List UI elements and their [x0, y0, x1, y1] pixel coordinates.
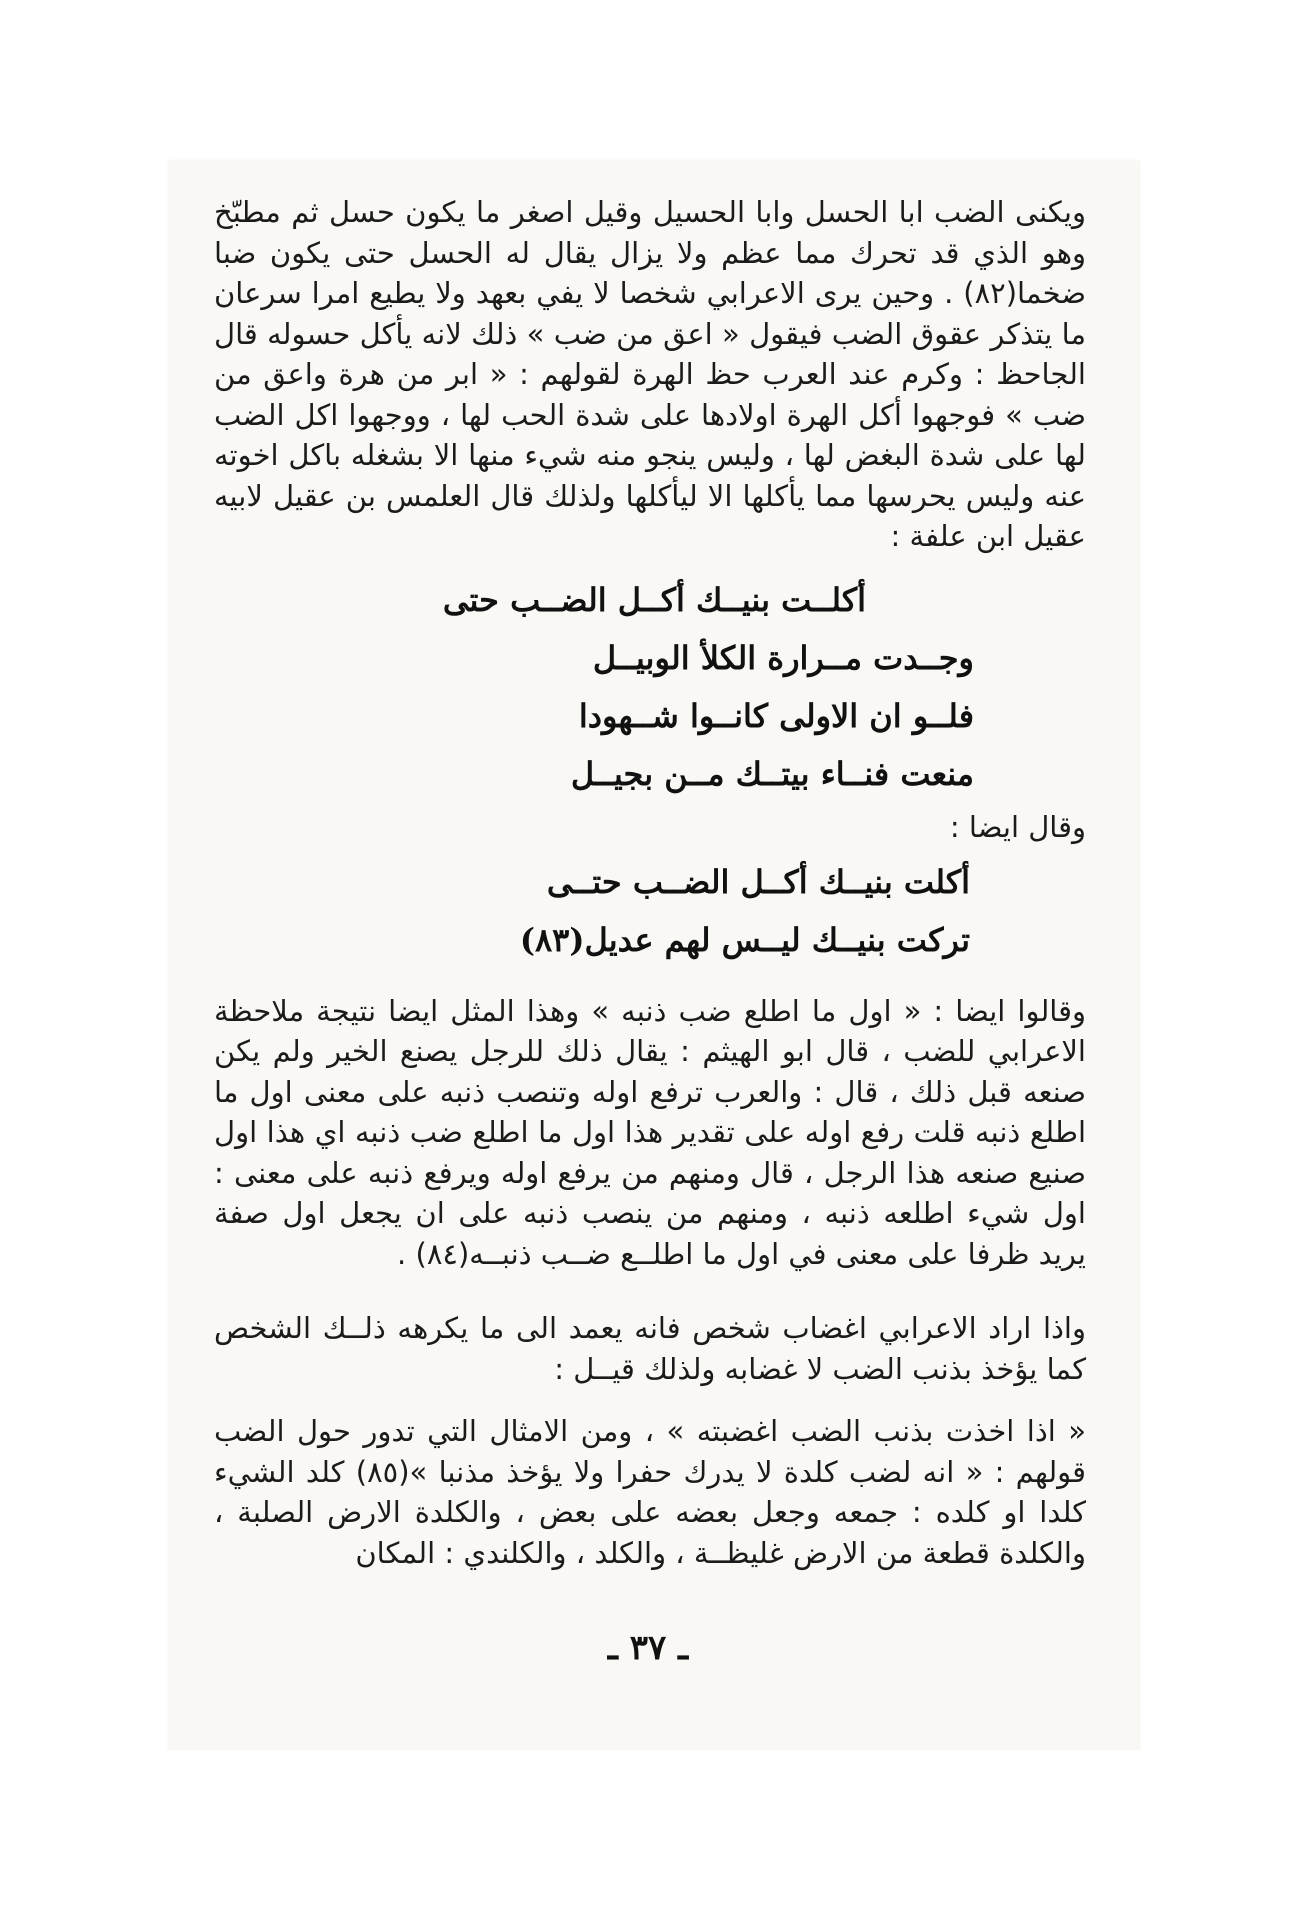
page-number: ـ ٣٧ ـ — [607, 1628, 689, 1668]
poem-second — [214, 853, 1086, 969]
poem-verse: تركت بنيــك ليــس لهم عديل(٨٣) — [519, 920, 970, 959]
paragraph-proverb-tail: وقالوا ايضا : « اول ما اطلع ضب ذنبه » وهذا المثل ايضا نتيجة ملاحظة الاعرابي للضب ، قال ابو الهيثم : يقال ذلك للرجل يصنع الخير ولم يكن صنعه قبل ذلك ، قال : والعرب ترفع اوله وتنصب ذنبه على معنى اول ما اطلع ذنبه قلت رفع اوله على تقدير هذا اول ما اطلع ضب ذنبه اي هذا اول صنيع صنعه هذا الرجل ، قال ومنهم من يرفع اوله ويرفع ذنبه على معنى : اول شيء اطلعه ذنبه ، ومنهم من ينصب ذنبه على ان يجعل اول صفة يريد ظرفا على معنى في اول ما اطلــع ضــب ذنبــه(٨٤) . — [214, 993, 1086, 1271]
poem-verse: أكلت بنيــك أكــل الضــب حتــى — [546, 862, 970, 901]
poem-verse: منعت فنــاء بيتــك مــن بجيــل — [570, 754, 974, 793]
poem-verse: أكلــت بنيــك أكــل الضــب حتى — [442, 580, 866, 619]
paragraph-proverbs: « اذا اخذت بذنب الضب اغضبته » ، ومن الامثال التي تدور حول الضب قولهم : « انه لضب كلدة لا يدرك حفرا ولا يؤخذ مذنبا »(٨٥) كلد الشيء كلدا او كلده : جمعه وجعل بعضه على بعض ، والكلدة الارض الصلبة ، والكلدة قطعة من الارض غليظــة ، والكلد ، والكلندي : المكان — [214, 1414, 1086, 1570]
poem-verse: فلــو ان الاولى كانــوا شــهودا — [578, 696, 974, 735]
poem-intro: وقال ايضا : — [949, 809, 1086, 844]
poem-verse: وجــدت مــرارة الكلأ الوبيــل — [592, 638, 974, 677]
paragraph-anger: واذا اراد الاعرابي اغضاب شخص فانه يعمد الى ما يكرهه ذلــك الشخص كما يؤخذ بذنب الضب لا غضابه ولذلك قيــل : — [214, 1311, 1086, 1386]
page-content — [214, 192, 1086, 1573]
poem-alamis — [214, 571, 1086, 803]
paragraph-dabb-kunya: ويكنى الضب ابا الحسل وابا الحسيل وقيل اصغر ما يكون حسل ثم مطبّخ وهو الذي قد تحرك مما عظم ولا يزال يقال له الحسل حتى يكون ضبا ضخما(٨٢) . وحين يرى الاعرابي شخصا لا يفي بعهد ولا يطيع امرا سرعان ما يتذكر عقوق الضب فيقول « اعق من ضب » ذلك لانه يأكل حسوله قال الجاحظ : وكرم عند العرب حظ الهرة لقولهم : « ابر من هرة واعق من ضب » فوجهوا أكل الهرة اولادها على شدة الحب لها ، ووجهوا اكل الضب لها على شدة البغض لها ، وليس ينجو منه شيء منها الا بشغله باكل اخوته عنه وليس يحرسها مما يأكلها الا ليأكلها ولذلك قال العلمس بن عقيل لابيه عقيل ابن علفة : — [214, 195, 1086, 553]
